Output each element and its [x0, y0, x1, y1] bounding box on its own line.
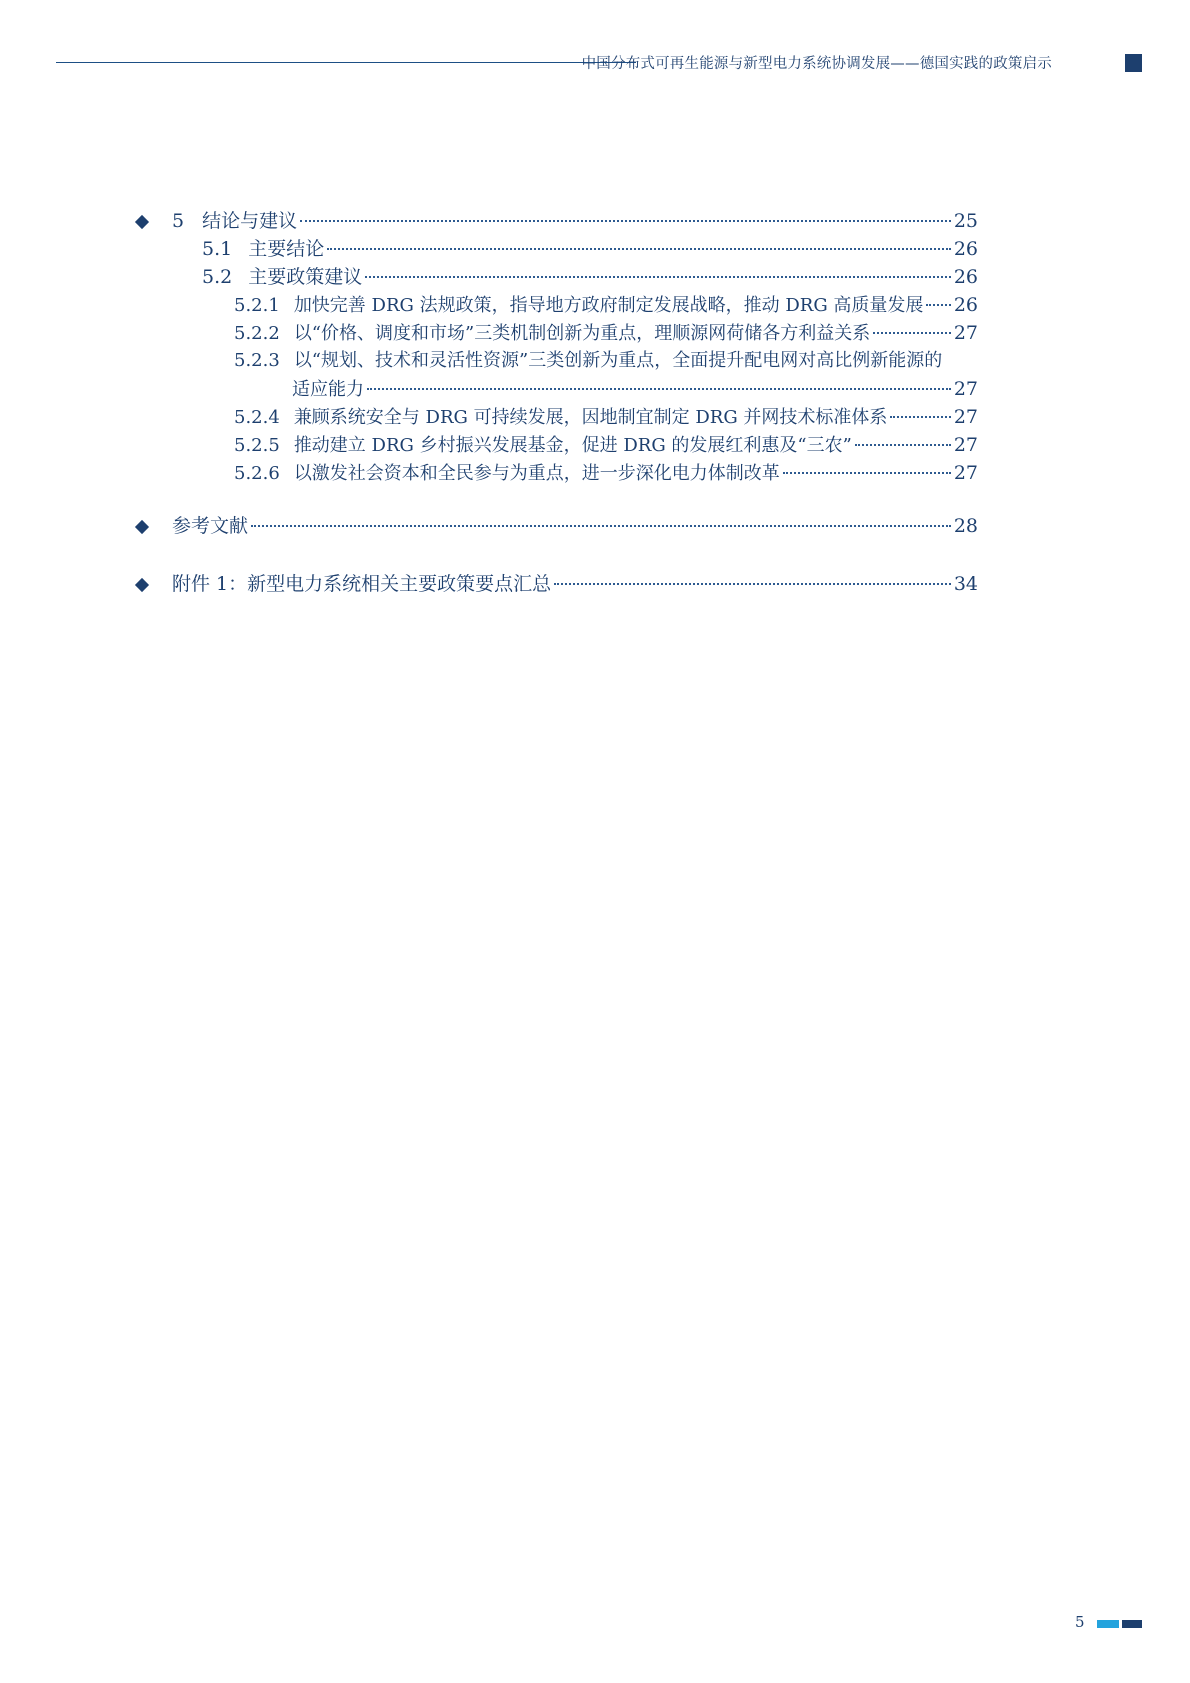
toc-page: 25	[953, 210, 978, 232]
toc-page: 27	[953, 434, 978, 456]
toc-page: 27	[953, 462, 978, 484]
toc-number: 5.2.4	[234, 407, 280, 428]
toc-entry-5-2-2[interactable]	[234, 320, 978, 347]
toc-leader-dots	[365, 276, 951, 278]
toc-title: 主要政策建议	[248, 266, 363, 288]
toc-entry-5-2-4[interactable]	[234, 404, 978, 431]
toc-leader-dots	[300, 220, 951, 222]
toc-title: 加快完善 DRG 法规政策，指导地方政府制定发展战略，推动 DRG 高质量发展	[293, 295, 924, 316]
toc-leader-dots	[873, 332, 951, 334]
toc-number: 5.2.5	[234, 435, 280, 456]
toc-title: 以“价格、调度和市场”三类机制创新为重点，理顺源网荷储各方利益关系	[293, 323, 871, 344]
toc-page: 27	[953, 406, 978, 428]
toc-title: 主要结论	[248, 238, 325, 260]
toc-page: 26	[953, 294, 978, 316]
toc-entry-5-1[interactable]	[202, 236, 978, 262]
toc-entry-5-2-6[interactable]	[234, 460, 978, 487]
toc-number: 5.2	[202, 266, 233, 288]
toc-leader-dots	[890, 416, 950, 418]
toc-page: 28	[953, 515, 978, 537]
toc-entry-appendix-1[interactable]	[172, 571, 978, 597]
header-square-mark	[1125, 54, 1142, 72]
footer-accent-bar-dark	[1122, 1620, 1142, 1628]
diamond-bullet-icon	[135, 578, 149, 592]
toc-number: 5.2.2	[234, 323, 280, 344]
toc-leader-dots	[251, 525, 951, 527]
toc-title-line-1: 以“规划、技术和灵活性资源”三类创新为重点，全面提升配电网对高比例新能源的	[293, 350, 943, 371]
toc-entry-5-2-1[interactable]	[234, 292, 978, 319]
toc-page: 27	[953, 322, 978, 344]
toc-leader-dots	[554, 583, 951, 585]
toc-leader-dots	[926, 304, 950, 306]
toc-title-line-2: 适应能力	[292, 379, 364, 400]
diamond-bullet-icon	[135, 520, 149, 534]
toc-entry-line-2	[292, 376, 978, 403]
toc-title: 参考文献	[172, 515, 249, 537]
diamond-bullet-icon	[135, 215, 149, 229]
toc-page: 27	[953, 378, 978, 400]
toc-title: 以激发社会资本和全民参与为重点，进一步深化电力体制改革	[293, 463, 780, 484]
toc-number: 5.1	[202, 238, 233, 260]
toc-leader-dots	[327, 248, 951, 250]
toc-page: 26	[953, 266, 978, 288]
toc-number: 5.2.1	[234, 295, 280, 316]
toc-title: 推动建立 DRG 乡村振兴发展基金，促进 DRG 的发展红利惠及“三农”	[293, 435, 852, 456]
toc-entry-5-2-5[interactable]	[234, 432, 978, 459]
toc-leader-dots	[367, 388, 951, 390]
toc-title: 兼顾系统安全与 DRG 可持续发展，因地制宜制定 DRG 并网技术标准体系	[293, 407, 888, 428]
page-number: 5	[1075, 1613, 1085, 1631]
toc-page: 34	[953, 573, 978, 595]
toc-entry-ch5[interactable]	[172, 208, 978, 234]
toc-entry-references[interactable]	[172, 513, 978, 539]
toc-page: 26	[953, 238, 978, 260]
toc-leader-dots	[783, 472, 951, 474]
running-header-title: 中国分布式可再生能源与新型电力系统协调发展——德国实践的政策启示	[581, 56, 1052, 72]
header-rule	[56, 62, 636, 63]
toc-number: 5.2.6	[234, 463, 280, 484]
toc-entry-5-2[interactable]	[202, 264, 978, 290]
toc-entry-5-2-3[interactable]	[234, 348, 978, 403]
footer-accent-bar-light	[1097, 1620, 1119, 1628]
toc-entry-line-1	[234, 348, 978, 374]
toc-title: 附件 1：新型电力系统相关主要政策要点汇总	[172, 573, 552, 595]
toc-number: 5.2.3	[234, 350, 280, 371]
toc-title: 结论与建议	[202, 210, 298, 232]
toc-leader-dots	[855, 444, 951, 446]
toc-number: 5	[172, 210, 185, 232]
